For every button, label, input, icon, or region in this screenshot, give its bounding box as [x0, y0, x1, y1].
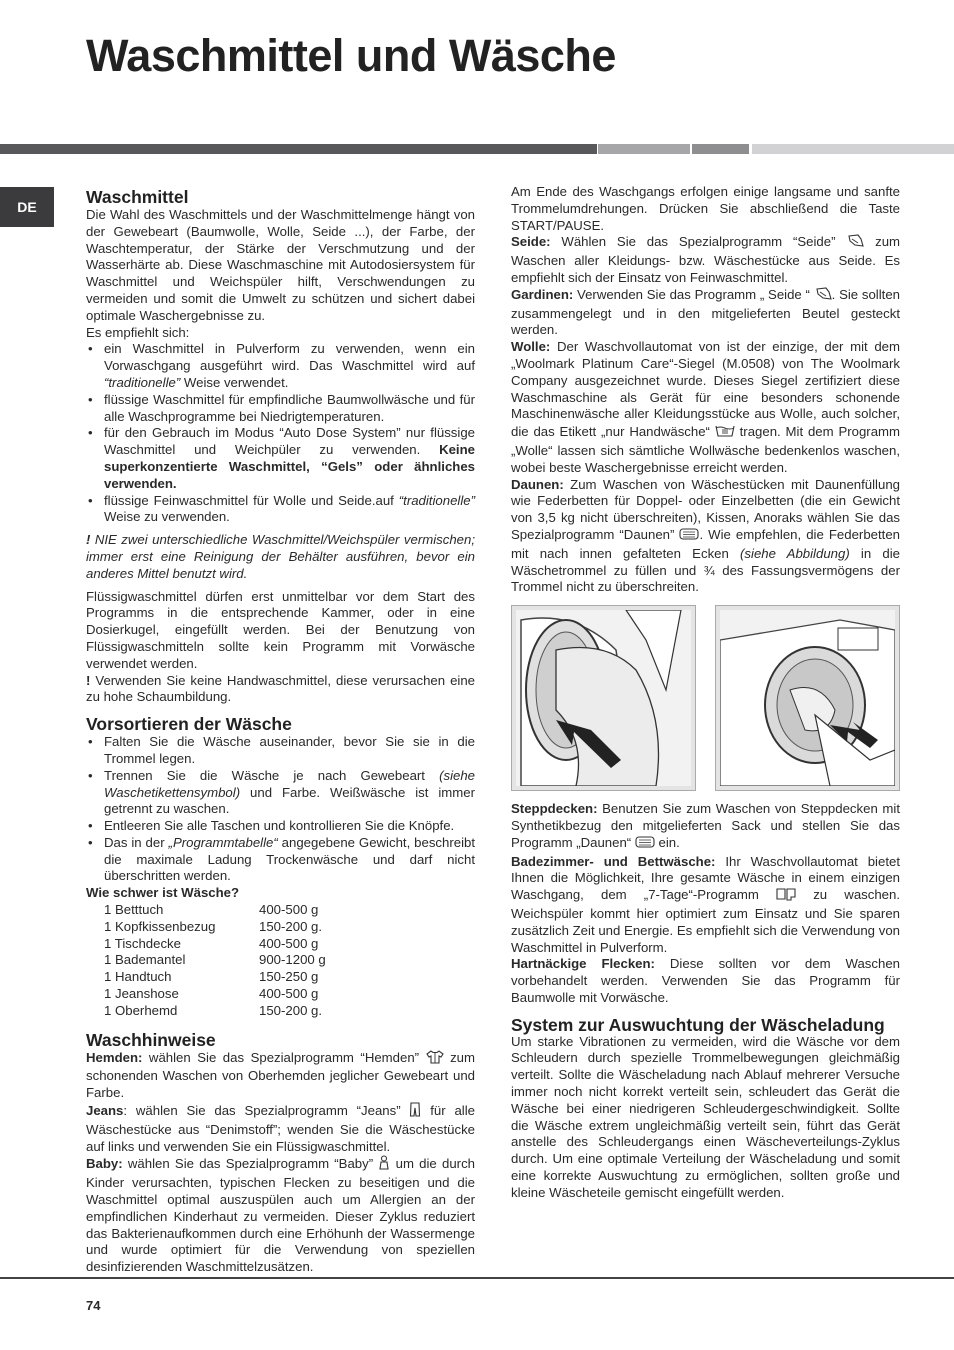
- text-italic: „Programmtabelle“: [168, 834, 278, 850]
- section-heading-waschhinweise: Waschhinweise: [86, 1029, 216, 1050]
- table-row: [104, 986, 326, 1003]
- weight-item: 1 Tischdecke: [104, 935, 181, 951]
- text: Wählen Sie das Spezialprogramm “Seide”: [550, 234, 847, 250]
- weight-value: 150-200 g.: [259, 1002, 323, 1018]
- text: Ihr Waschvollautomat bietet Ihnen die Möglichkeit, Ihre gesamte Wäsche in einem einzigen Waschgang, dem „7-Tage“-Programm: [511, 853, 900, 903]
- text: zum Waschen aller Kleidungs- bzw. Wäschestücke aus Seide. Es empfiehlt sich der Einsatz von Feinwaschmittel.: [511, 234, 901, 285]
- label-bold: Baby:: [86, 1156, 123, 1172]
- label-bold: Wolle:: [511, 339, 551, 355]
- text: NIE zwei unterschiedliche Waschmittel/Weichspüler vermischen; immer erst eine Reinigung der Behälter ausführen, bevor ein anderes Mittel benutzt wird.: [86, 532, 475, 581]
- text: für den Gebrauch im Modus “Auto Dose System” nur flüssige Waschmittel und Weichpüler zu verwenden.: [104, 425, 475, 458]
- weight-value: 400-500 g: [259, 935, 319, 951]
- text: ein Waschmittel in Pulverform zu verwenden, wenn ein Vorwaschgang ausgeführt wird. Das Waschmittel wird auf: [104, 341, 475, 374]
- label-bold: Seide:: [511, 234, 551, 250]
- end-of-cycle-paragraph: Am Ende des Waschgangs erfolgen einige langsame und sanfte Trommelumdrehungen. Drücken Sie abschließend die Taste START/PAUSE.: [511, 184, 900, 233]
- weight-item: 1 Betttuch: [104, 902, 164, 918]
- text: Zum Waschen von Wäschestücken mit Daunenfüllung wie Federbetten für Doppel- oder Einzelbetten (die ein Gewicht von 3,5 kg nicht überschreiten), Kissen, Anoraks wählen Sie das Spezialprogramm “Daunen”: [511, 476, 900, 542]
- table-row: [104, 969, 326, 986]
- duvet-icon: [635, 835, 655, 854]
- handwash-icon: [715, 423, 735, 443]
- text: in die Wäschetrommel zu füllen und ¾ des Fassungsvermögens der Trommel nicht zu überschreiten.: [511, 545, 900, 595]
- list-item: [86, 835, 475, 885]
- list-item: [86, 425, 475, 492]
- label-bold: Badezimmer- und Bettwäsche:: [511, 853, 716, 869]
- weight-value: 400-500 g: [259, 902, 319, 918]
- right-column: [511, 184, 900, 1202]
- weight-item: 1 Bademantel: [104, 952, 186, 968]
- silk-icon: [814, 287, 832, 306]
- text-italic: (siehe Waschetikettensymbol): [104, 767, 475, 800]
- duvet-icon: [679, 527, 699, 546]
- illustration-loading-duvet-1: [511, 605, 696, 791]
- page-number: 74: [86, 1298, 101, 1313]
- weight-item: 1 Jeanshose: [104, 986, 179, 1002]
- text: Verwenden Sie das Programm „ Seide “: [573, 286, 814, 302]
- text: Weise verwendet.: [180, 374, 289, 390]
- weight-value: 400-500 g: [259, 986, 319, 1002]
- waschmittel-intro: Die Wahl des Waschmittels und der Waschmittelmenge hängt von der Gewebeart (Baumwolle, Wolle, Seide ...), der Farbe, der Waschtemperatur, der Stärke der Verschmutzung und der Wasserhärte ab. Diese Waschmaschine mit Autodosiersystem für Waschmittel und Weichspüler hilft, Verschwendungen zu vermeiden und somit die Umwelt zu schützen und sichert dabei optimale Waschergebnisse zu.: [86, 207, 475, 323]
- recommend-label: Es empfiehlt sich:: [86, 324, 190, 340]
- label-bold: Steppdecken:: [511, 801, 598, 817]
- liquid-detergent-note: Flüssigwaschmittel dürfen erst unmittelbar vor dem Start des Programms in die entsprechende Kammer, oder in eine Dosierkugel, eingefüllt werden. Bei der Benutzung von Flüssigwaschmitteln sollte kein Programm mit Vorwäsche verwendet werden.: [86, 588, 475, 671]
- section-heading-waschmittel: Waschmittel: [86, 187, 189, 207]
- list-item: [86, 493, 475, 527]
- text: wählen Sie das Spezialprogramm “Baby”: [122, 1156, 379, 1172]
- weight-item: 1 Oberhemd: [104, 1002, 178, 1018]
- list-item: [86, 341, 475, 391]
- waschmittel-list: [86, 341, 475, 526]
- bar-segment: [692, 144, 749, 154]
- text: flüssige Feinwaschmittel für Wolle und Seide.auf: [104, 492, 399, 508]
- weights-table: [104, 902, 326, 1020]
- label-bold: Jeans: [86, 1103, 124, 1119]
- left-column: [86, 187, 475, 1276]
- text: für alle Wäschestücke aus “Denimstoff”; wenden Sie die Wäschestücke auf links und verwenden Sie ein Flüssigwaschmittel.: [86, 1103, 475, 1154]
- steppdecken-paragraph: [511, 801, 900, 853]
- text: : wählen Sie das Spezialprogramm “Jeans”: [123, 1103, 410, 1119]
- text: tragen. Mit dem Programm „Wolle“ lassen sich sämtliche Wollwäsche bedenkenlos waschen, wobei beste Waschergebnisse erreicht werden.: [511, 424, 900, 475]
- text: Weise zu verwenden.: [104, 509, 230, 525]
- language-tab: DE: [0, 187, 54, 227]
- text: Benutzen Sie zum Waschen von Steppdecken mit Synthetikbezug den mitgelieferten Sack und stellen Sie das Programm „Daunen“: [511, 801, 900, 850]
- text: angegebene Gewicht, beschreibt die maximale Ladung Trockenwäsche und darf nicht überschritten werden.: [104, 834, 475, 884]
- wolle-paragraph: [511, 339, 900, 476]
- text: Diese sollten vor dem Waschen vorbehandelt werden. Verwenden Sie das Programm für Baumwolle mit Vorwäsche.: [511, 956, 900, 1005]
- weight-item: 1 Handtuch: [104, 969, 172, 985]
- handwash-warning: [86, 673, 475, 707]
- weight-value: 150-200 g.: [259, 918, 323, 934]
- text-italic: “traditionelle”: [398, 492, 475, 508]
- bar-segment: [598, 144, 690, 154]
- weight-value: 900-1200 g: [259, 952, 326, 968]
- section-heading-vorsortieren: Vorsortieren der Wäsche: [86, 714, 292, 735]
- jeans-icon: [409, 1102, 421, 1122]
- label-bold: Daunen:: [511, 476, 564, 492]
- seven-day-icon: [776, 887, 796, 906]
- flecken-paragraph: [511, 956, 900, 1006]
- warning-mark: !: [86, 672, 91, 688]
- text: zum schonenden Waschen von Oberhemden jeglicher Gewebeart und Farbe.: [86, 1049, 476, 1101]
- header-color-bar: [0, 144, 954, 154]
- list-item: • flüssige Waschmittel für empfindliche Baumwollwäsche und für alle Waschprogramme bei Niedrigtemperaturen.: [86, 392, 475, 426]
- text: Das in der: [104, 834, 169, 850]
- weight-value: 150-250 g: [259, 969, 319, 985]
- seide-paragraph: [511, 234, 900, 286]
- label-bold: Gardinen:: [511, 286, 574, 302]
- hemden-paragraph: [86, 1050, 475, 1102]
- text-italic: (siehe Abbildung): [740, 545, 850, 561]
- illustration-loading-duvet-2: [715, 605, 900, 791]
- text-bold: Keine superkonzentierte Waschmittel, “Gels” oder ähnliches verwenden.: [104, 442, 475, 491]
- baby-paragraph: [86, 1155, 475, 1276]
- text-italic: “traditionelle”: [104, 374, 181, 390]
- text: Der Waschvollautomat von ist der einzige, der mit dem „Woolmark Platinum Care“-Siegel (M.0508) von The Woolmark Company ausgezeichnet wurde. Dieses Siegel zertifiziert diese Waschmaschine als Gerät für eine besonders schonende Maschinenwäsche aller Kleidungsstücke aus Wolle, auch solcher, die das Etikett „nur Handwäsche“: [511, 339, 900, 440]
- list-item: • Falten Sie die Wäsche auseinander, bevor Sie sie in die Trommel legen.: [86, 734, 475, 768]
- shirt-icon: [426, 1050, 444, 1069]
- text: um die durch Kinder verursachten, typischen Flecken zu beseitigen und die Waschmittel optimal auszuspülen auch um Allergien an der empfindlichen Kinderhaut zu vermeiden. Dieser Zyklus reduziert das Bakterienaufkommen durch eine Erhöhunh der Wassermenge und wurde optimiert für die Verwendung von speziellen desinfizierenden Waschmittelzusätzen.: [86, 1156, 475, 1275]
- text: Trennen Sie die Wäsche je nach Gewebeart: [104, 767, 440, 783]
- label-bold: Hemden:: [86, 1049, 143, 1065]
- auswuchtung-paragraph: Um starke Vibrationen zu vermeiden, wird die Wäsche vor dem Schleudern durch spezielle Trommelbewegungen gleichmäßig verteilt. Sollte die Wäscheladung nach Ablauf mehrerer Versuche immer noch nicht korrekt verteilt sein, schleudert das Gerät die Wäsche bei einer niedrigeren Schleudergeschwindigkeit. Sollte die Wäsche extrem ungleichmäßig verteilt sein, führt das Gerät anstelle des Schleudergangs einen Wäscheverteilungs-Zyklus durch. Um eine optimale Verteilung der Wäscheladung und somit eine korrekte Auswuchtung zu ermöglichen, sollten große und kleine Wäscheteile gemischt eingefüllt werden.: [511, 1033, 900, 1200]
- table-row: [104, 936, 326, 953]
- text: . Wie empfehlen, die Federbetten mit nach innen gefalteten Ecken: [511, 526, 900, 561]
- warning-mark: !: [86, 532, 91, 548]
- badezimmer-paragraph: [511, 854, 900, 957]
- table-row: [104, 952, 326, 969]
- text: und Farbe. Weißwäsche ist immer getrennt zu waschen.: [104, 784, 475, 817]
- silk-icon: [846, 234, 864, 253]
- table-row: [104, 1003, 326, 1020]
- bar-segment: [0, 144, 597, 154]
- loading-illustrations: [511, 605, 900, 791]
- list-item: [86, 768, 475, 818]
- text: Verwenden Sie keine Handwaschmittel, diese verursachen eine zu hohe Schaumbildung.: [86, 672, 475, 705]
- section-heading-auswuchtung: System zur Auswuchtung der Wäscheladung: [511, 1014, 885, 1035]
- warning-note: [86, 532, 475, 582]
- gardinen-paragraph: [511, 287, 900, 339]
- page-title: Waschmittel und Wäsche: [86, 30, 616, 81]
- text: . Sie sollten zusammengelegt und in den mitgelieferten Beutel gesteckt werden.: [511, 286, 900, 338]
- text: wählen Sie das Spezialprogramm “Hemden”: [142, 1049, 426, 1065]
- weights-title: Wie schwer ist Wäsche?: [86, 885, 240, 901]
- table-row: [104, 919, 326, 936]
- footer-rule: [0, 1277, 954, 1279]
- list-item: • Entleeren Sie alle Taschen und kontrollieren Sie die Knöpfe.: [86, 818, 475, 835]
- text: zu waschen. Weichspüler kommt hier optimiert zum Einsatz und Sie sparen zusätzlich Zeit und Energie. Es empfiehlt sich die Verwendung von Waschmittel in Pulverform.: [511, 887, 901, 955]
- daunen-paragraph: [511, 477, 900, 597]
- text: ein.: [654, 834, 680, 850]
- table-row: [104, 902, 326, 919]
- jeans-paragraph: [86, 1102, 475, 1155]
- label-bold: Hartnäckige Flecken:: [511, 956, 655, 972]
- vorsortieren-list: [86, 734, 475, 885]
- weight-item: 1 Kopfkissenbezug: [104, 918, 216, 934]
- bar-segment: [752, 144, 954, 154]
- baby-icon: [378, 1155, 390, 1175]
